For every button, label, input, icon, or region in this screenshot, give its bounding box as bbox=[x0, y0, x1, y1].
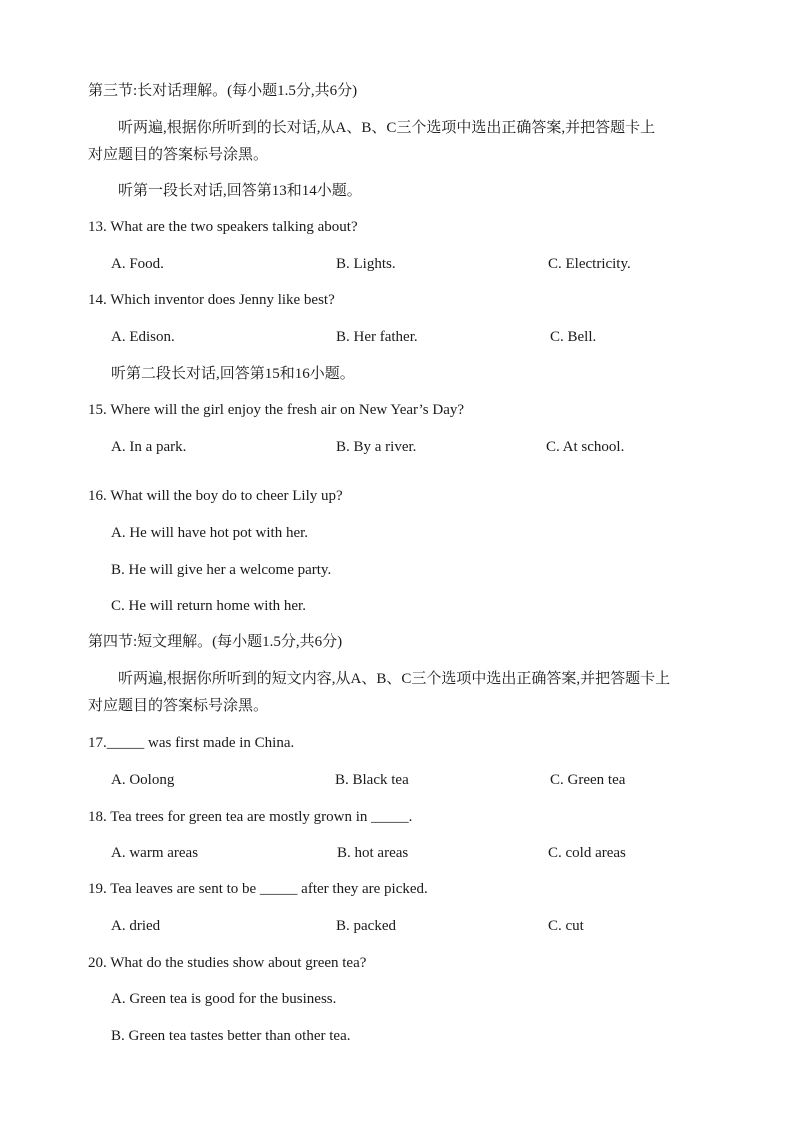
section3-heading: 第三节:长对话理解。(每小题1.5分,共6分) bbox=[88, 83, 358, 99]
section3-instruction-line1: 听两遍,根据你所听到的长对话,从A、B、C三个选项中选出正确答案,并把答题卡上 bbox=[118, 120, 656, 136]
option-20-b: B. Green tea tastes better than other tea. bbox=[111, 1028, 351, 1044]
section3-instruction-line2: 对应题目的答案标号涂黑。 bbox=[88, 147, 269, 163]
dialog1-intro: 听第一段长对话,回答第13和14小题。 bbox=[118, 183, 362, 199]
option-19-a: A. dried bbox=[111, 918, 161, 934]
option-13-b: B. Lights. bbox=[336, 256, 396, 272]
question-stem-19: 19. Tea leaves are sent to be _____ after they are picked. bbox=[88, 881, 428, 897]
option-16-a: A. He will have hot pot with her. bbox=[111, 525, 309, 541]
section4-instruction-line1: 听两遍,根据你所听到的短文内容,从A、B、C三个选项中选出正确答案,并把答题卡上 bbox=[118, 671, 671, 687]
question-stem-15: 15. Where will the girl enjoy the fresh air on New Year’s Day? bbox=[88, 402, 465, 418]
question-stem-20: 20. What do the studies show about green tea? bbox=[88, 955, 367, 971]
option-14-a: A. Edison. bbox=[111, 329, 175, 345]
question-stem-14: 14. Which inventor does Jenny like best? bbox=[88, 292, 335, 308]
question-stem-18: 18. Tea trees for green tea are mostly grown in _____. bbox=[88, 809, 413, 825]
dialog2-intro: 听第二段长对话,回答第15和16小题。 bbox=[111, 366, 355, 382]
option-13-a: A. Food. bbox=[111, 256, 164, 272]
option-13-c: C. Electricity. bbox=[548, 256, 631, 272]
option-17-a: A. Oolong bbox=[111, 772, 175, 788]
option-18-a: A. warm areas bbox=[111, 845, 199, 861]
section4-heading: 第四节:短文理解。(每小题1.5分,共6分) bbox=[88, 634, 343, 650]
option-18-b: B. hot areas bbox=[337, 845, 409, 861]
option-17-c: C. Green tea bbox=[550, 772, 626, 788]
option-16-b: B. He will give her a welcome party. bbox=[111, 562, 332, 578]
question-stem-17: 17._____ was first made in China. bbox=[88, 735, 295, 751]
option-16-c: C. He will return home with her. bbox=[111, 598, 306, 614]
option-19-c: C. cut bbox=[548, 918, 584, 934]
option-20-a: A. Green tea is good for the business. bbox=[111, 991, 337, 1007]
option-19-b: B. packed bbox=[336, 918, 396, 934]
option-14-b: B. Her father. bbox=[336, 329, 418, 345]
option-18-c: C. cold areas bbox=[548, 845, 626, 861]
option-17-b: B. Black tea bbox=[335, 772, 409, 788]
section4-instruction-line2: 对应题目的答案标号涂黑。 bbox=[88, 698, 269, 714]
option-15-b: B. By a river. bbox=[336, 439, 417, 455]
option-14-c: C. Bell. bbox=[550, 329, 597, 345]
option-15-a: A. In a park. bbox=[111, 439, 187, 455]
option-15-c: C. At school. bbox=[546, 439, 625, 455]
question-stem-16: 16. What will the boy do to cheer Lily up? bbox=[88, 488, 343, 504]
question-stem-13: 13. What are the two speakers talking about? bbox=[88, 219, 358, 235]
